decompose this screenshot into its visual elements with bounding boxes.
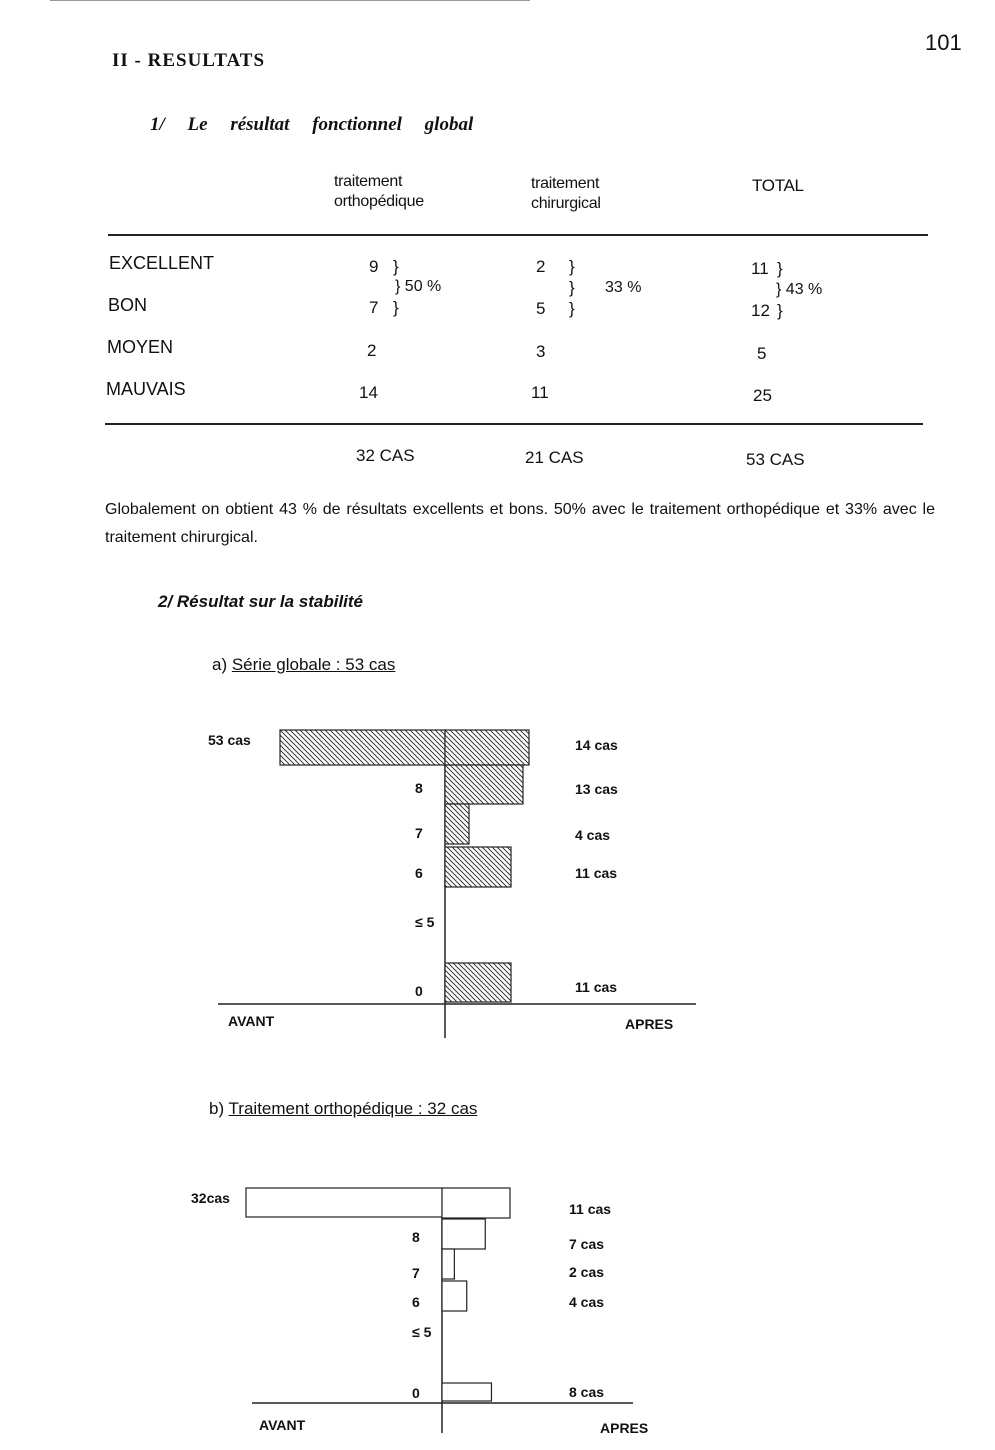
pct-chir: 33 % [605, 279, 642, 296]
pct-total: } 43 % [776, 281, 823, 298]
cell-total-mauvais: 25 [753, 386, 772, 405]
row-label-moyen: MOYEN [107, 337, 174, 357]
brace-icon: } [777, 301, 783, 320]
chart-category-label: 7 [412, 1265, 420, 1281]
chart-category-label: 7 [415, 825, 423, 841]
pct-ortho: } 50 % [395, 278, 442, 295]
summary-paragraph: Globalement on obtient 43 % de résultats excellents et bons. 50% avec le traitement orthopédique et 33% avec le traitement chirurgical. [105, 501, 935, 546]
chart-category-label: 8 [412, 1229, 420, 1245]
cell-chir-bon: 5 [536, 299, 546, 318]
chart-xlabel-apres: APRES [625, 1016, 674, 1032]
chart-bar-apres [445, 847, 511, 887]
row-label-bon: BON [108, 295, 148, 315]
chart-bar-apres [442, 1219, 485, 1249]
chart-xlabel-avant: AVANT [259, 1417, 306, 1433]
chart-bar-apres [442, 1249, 454, 1279]
brace-icon: } [393, 257, 399, 276]
chart-bar-apres [445, 765, 523, 804]
chart-label-apres: 13 cas [575, 781, 618, 797]
cell-ortho-excellent: 9 [369, 257, 379, 276]
section2-title: 2/ Résultat sur la stabilité [158, 592, 364, 611]
cell-ortho-moyen: 2 [367, 341, 377, 360]
chart-label-avant: 53 cas [208, 732, 251, 748]
section-title: II - RESULTATS [112, 50, 266, 71]
row-label-excellent: EXCELLENT [109, 253, 215, 273]
brace-icon: } [777, 259, 783, 278]
chart-category-label: 6 [412, 1294, 420, 1310]
total-chir: 21 CAS [525, 448, 584, 467]
chart-category-label: ≤ 5 [412, 1324, 432, 1340]
chart-bar-apres [442, 1383, 491, 1401]
chart-category-label: 0 [412, 1385, 420, 1401]
col-header-chirurgical: traitement chirurgical [531, 175, 601, 212]
brace-icon: } [569, 257, 575, 276]
col-header-orthopedique: traitement orthopédique [334, 173, 424, 210]
chart-bar-avant [246, 1188, 442, 1217]
brace-icon: } [569, 278, 575, 297]
chart-label-apres: 8 cas [569, 1384, 605, 1400]
cell-chir-mauvais: 11 [531, 383, 549, 402]
chart-bar-apres [442, 1281, 467, 1311]
chart-label-avant: 32cas [191, 1190, 230, 1206]
col-header-total: TOTAL [752, 176, 804, 195]
chart-category-label: 8 [415, 780, 423, 796]
subtitle-a-text: Série globale : 53 cas [231, 655, 396, 674]
total-all: 53 CAS [746, 450, 805, 469]
cell-ortho-bon: 7 [369, 298, 379, 317]
cell-ortho-mauvais: 14 [359, 383, 378, 402]
cell-total-moyen: 5 [757, 344, 767, 363]
subtitle-a-prefix: a) [212, 655, 232, 674]
brace-icon: } [393, 298, 399, 317]
chart-category-label: 0 [415, 983, 423, 999]
row-label-mauvais: MAUVAIS [106, 379, 186, 399]
cell-total-excellent: 11 [751, 259, 769, 278]
total-ortho: 32 CAS [356, 446, 415, 465]
cell-chir-excellent: 2 [536, 257, 546, 276]
chart-bar-apres [442, 1188, 510, 1218]
chart-category-label: 6 [415, 865, 423, 881]
brace-icon: } [569, 299, 575, 318]
section1-title: 1/ Le résultat fonctionnel global [150, 114, 474, 135]
chart-xlabel-apres: APRES [600, 1420, 649, 1436]
cell-total-bon: 12 [751, 301, 770, 320]
chart-label-apres: 2 cas [569, 1264, 605, 1280]
chart-bar-apres [445, 963, 511, 1002]
chart-bar-apres [445, 730, 529, 765]
chart-label-apres: 4 cas [569, 1294, 605, 1310]
subtitle-b-text: Traitement orthopédique : 32 cas [228, 1099, 478, 1118]
chart-category-label: ≤ 5 [415, 914, 435, 930]
chart-bar-apres [445, 804, 469, 844]
chart-label-apres: 11 cas [575, 979, 618, 995]
chart-label-apres: 4 cas [575, 827, 611, 843]
chart-bar-avant [280, 730, 445, 765]
subtitle-b-prefix: b) [209, 1099, 229, 1118]
chart-label-apres: 14 cas [575, 737, 618, 753]
cell-chir-moyen: 3 [536, 342, 546, 361]
chart-label-apres: 11 cas [575, 865, 618, 881]
chart-label-apres: 7 cas [569, 1236, 605, 1252]
chart-xlabel-avant: AVANT [228, 1013, 275, 1029]
page-number: 101 [925, 30, 962, 55]
chart-label-apres: 11 cas [569, 1201, 612, 1217]
